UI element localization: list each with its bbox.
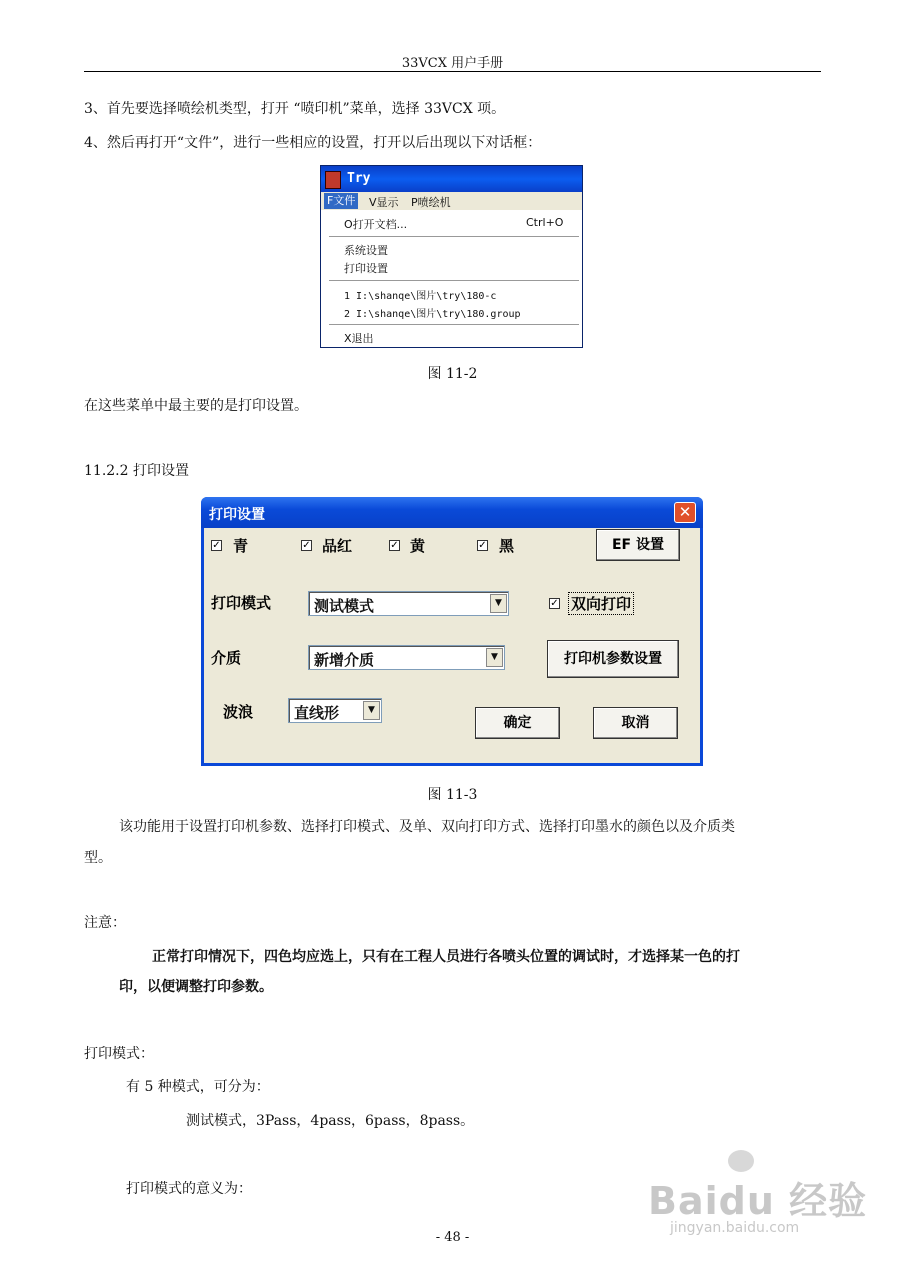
menu-separator bbox=[329, 280, 579, 281]
label-magenta: 品红 bbox=[322, 537, 353, 555]
print-mode-select[interactable] bbox=[308, 591, 509, 616]
note-title: 注意： bbox=[84, 915, 126, 931]
ok-button[interactable]: 确定 bbox=[475, 707, 560, 739]
menu-printer[interactable]: P喷绘机 bbox=[411, 196, 451, 209]
figure-caption-11-2: 图 11-2 bbox=[427, 366, 478, 382]
note-line1: 正常打印情况下，四色均应选上，只有在工程人员进行各喷头位置的调试时，才选择某一色的打 bbox=[152, 949, 740, 965]
menu-item-exit[interactable]: X退出 bbox=[344, 332, 374, 345]
header-rule bbox=[84, 71, 821, 72]
print-settings-dialog bbox=[201, 497, 703, 766]
paragraph-desc-line2: 型。 bbox=[84, 850, 112, 866]
file-dropdown-menu bbox=[321, 210, 582, 347]
page-number: - 48 - bbox=[435, 1230, 470, 1245]
checkbox-black[interactable]: ✓ bbox=[478, 540, 487, 551]
watermark-brand: Baidu 经验 bbox=[648, 1179, 868, 1223]
bidirectional-label: 双向打印 bbox=[568, 592, 634, 615]
menu-view[interactable]: V显示 bbox=[369, 196, 399, 209]
wave-select[interactable] bbox=[288, 698, 382, 723]
paragraph-step3: 3、首先要选择喷绘机类型，打开 “喷印机”菜单，选择 33VCX 项。 bbox=[84, 101, 506, 117]
menu-item-open-shortcut: Ctrl+O bbox=[526, 216, 564, 229]
page-header-title: 33VCX 用户手册 bbox=[401, 56, 504, 71]
dialog-title: 打印设置 bbox=[209, 507, 265, 523]
paragraph-step4: 4、然后再打开“文件”，进行一些相应的设置，打开以后出现以下对话框： bbox=[84, 135, 542, 151]
chevron-down-icon[interactable]: ▼ bbox=[363, 701, 380, 720]
wave-label: 波浪 bbox=[223, 703, 254, 721]
watermark-url: jingyan.baidu.com bbox=[670, 1220, 800, 1236]
print-mode-label: 打印模式 bbox=[211, 594, 272, 612]
printer-params-button[interactable]: 打印机参数设置 bbox=[547, 640, 679, 678]
paw-icon bbox=[728, 1150, 754, 1172]
checkbox-cyan[interactable]: ✓ bbox=[212, 540, 221, 551]
chevron-down-icon[interactable]: ▼ bbox=[486, 648, 503, 667]
wave-value: 直线形 bbox=[294, 704, 340, 722]
menu-separator bbox=[329, 236, 579, 237]
dialog-body bbox=[204, 528, 700, 763]
paragraph-menu-note: 在这些菜单中最主要的是打印设置。 bbox=[84, 398, 308, 414]
app-icon bbox=[325, 171, 341, 189]
section-heading: 11.2.2 打印设置 bbox=[84, 463, 189, 479]
try-menubar bbox=[321, 192, 582, 210]
chevron-down-icon[interactable]: ▼ bbox=[490, 594, 507, 613]
cancel-button[interactable]: 取消 bbox=[593, 707, 678, 739]
media-label: 介质 bbox=[211, 649, 242, 667]
close-icon[interactable]: ✕ bbox=[674, 502, 696, 523]
media-select[interactable] bbox=[308, 645, 505, 670]
mode-meaning: 打印模式的意义为： bbox=[126, 1181, 252, 1197]
menu-item-print-settings[interactable]: 打印设置 bbox=[344, 262, 388, 275]
menu-item-recent-2[interactable]: 2 I:\shanqe\图片\try\180.group bbox=[344, 309, 521, 320]
media-value: 新增介质 bbox=[314, 651, 375, 669]
checkbox-yellow[interactable]: ✓ bbox=[390, 540, 399, 551]
print-mode-value: 测试模式 bbox=[314, 597, 375, 615]
menu-item-system-settings[interactable]: 系统设置 bbox=[344, 244, 388, 257]
checkbox-bidirectional[interactable]: ✓ bbox=[550, 598, 559, 609]
checkbox-magenta[interactable]: ✓ bbox=[302, 540, 311, 551]
menu-file[interactable]: F文件 bbox=[324, 193, 358, 209]
try-window bbox=[320, 165, 583, 348]
dialog-title-bar bbox=[201, 497, 703, 528]
paragraph-desc-line1: 该功能用于设置打印机参数、选择打印模式、及单、双向打印方式、选择打印墨水的颜色以及介质类 bbox=[119, 819, 735, 835]
label-yellow: 黄 bbox=[410, 537, 426, 555]
mode-title: 打印模式： bbox=[84, 1046, 154, 1062]
figure-caption-11-3: 图 11-3 bbox=[427, 787, 478, 803]
ef-settings-button[interactable]: EF 设置 bbox=[596, 529, 680, 561]
note-line2: 印，以便调整打印参数。 bbox=[119, 979, 273, 995]
label-black: 黑 bbox=[499, 537, 515, 555]
menu-item-recent-1[interactable]: 1 I:\shanqe\图片\try\180-c bbox=[344, 291, 497, 302]
mode-count: 有 5 种模式，可分为： bbox=[126, 1079, 270, 1095]
menu-separator bbox=[329, 324, 579, 325]
try-window-title: Try bbox=[347, 171, 371, 186]
try-title-bar bbox=[321, 166, 582, 192]
label-cyan: 青 bbox=[233, 537, 249, 555]
menu-item-open[interactable]: O打开文档... bbox=[344, 218, 408, 231]
mode-list: 测试模式，3Pass，4pass，6pass，8pass。 bbox=[186, 1113, 475, 1129]
